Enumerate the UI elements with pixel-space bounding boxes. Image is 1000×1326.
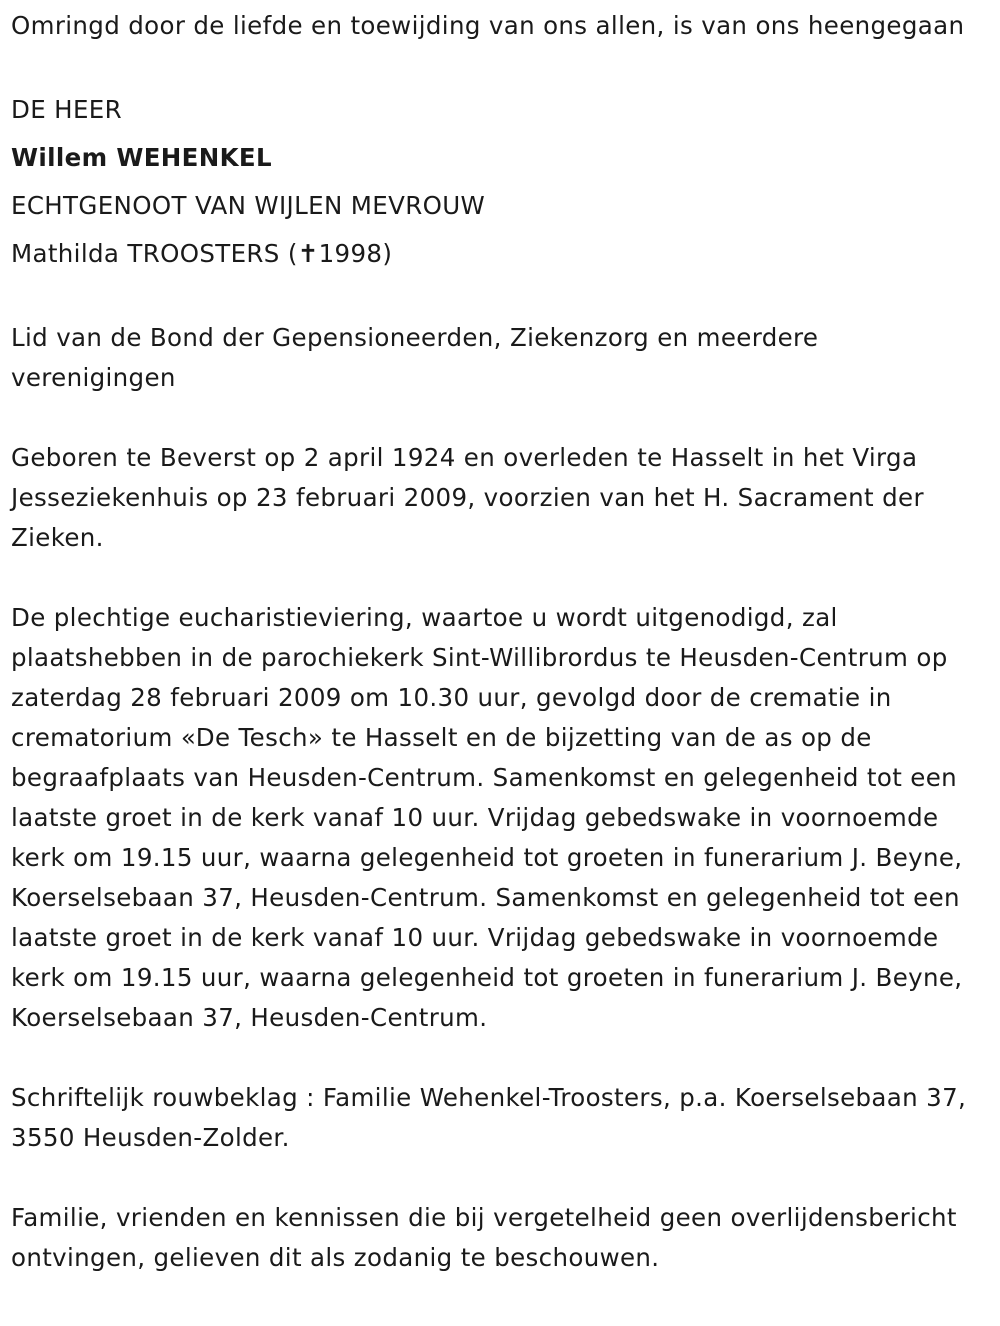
ceremony-text: De plechtige eucharistieviering, waartoe u wordt uitgenodigd, zal plaatshebben in de parochiekerk Sint-Willibrordus te Heusden-Centrum op zaterdag 28 februari 2009 om 10.30 uur, gevolgd door de crematie in crematorium «De Tesch» te Hasselt en de bijzetting van de as op de begraafplaats van Heusden-Centrum. Samenkomst en gelegenheid tot een laatste groet in de kerk vanaf 10 uur. Vrijdag gebedswake in voornoemde kerk om 19.15 uur, waarna gelegenheid tot groeten in funerarium J. Beyne, Koerselsebaan 37, Heusden-Centrum. Samenkomst en gelegenheid tot een laatste groet in de kerk vanaf 10 uur. Vrijdag gebedswake in voornoemde kerk om 19.15 uur, waarna gelegenheid tot groeten in funerarium J. Beyne, Koerselsebaan 37, Heusden-Centrum. <box>11 603 963 1032</box>
intro-text: Omringd door de liefde en toewijding van ons allen, is van ons heengegaan <box>11 11 965 40</box>
birth-death-text: Geboren te Beverst op 2 april 1924 en overleden te Hasselt in het Virga Jesseziekenhuis op 23 februari 2009, voorzien van het H. Sacrament der Zieken. <box>11 443 924 552</box>
closing-text: Familie, vrienden en kennissen die bij vergetelheid geen overlijdensbericht ontvingen, gelieven dit als zodanig te beschouwen. <box>11 1203 957 1272</box>
relation-text: ECHTGENOOT VAN WIJLEN MEVROUW <box>11 191 486 220</box>
spacer <box>11 46 982 86</box>
spacer <box>11 558 982 598</box>
spacer <box>11 278 982 318</box>
honorific-title: DE HEER <box>11 95 122 124</box>
membership-text: Lid van de Bond der Gepensioneerden, Ziekenzorg en meerdere verenigingen <box>11 323 819 392</box>
deceased-name: Willem WEHENKEL <box>11 143 272 172</box>
spacer <box>11 1158 982 1198</box>
spacer <box>11 398 982 438</box>
spouse-name: Mathilda TROOSTERS (✝1998) <box>11 239 393 268</box>
spacer <box>11 1038 982 1078</box>
condolences-text: Schriftelijk rouwbeklag : Familie Wehenkel-Troosters, p.a. Koerselsebaan 37, 3550 Heusden-Zolder. <box>11 1083 967 1152</box>
